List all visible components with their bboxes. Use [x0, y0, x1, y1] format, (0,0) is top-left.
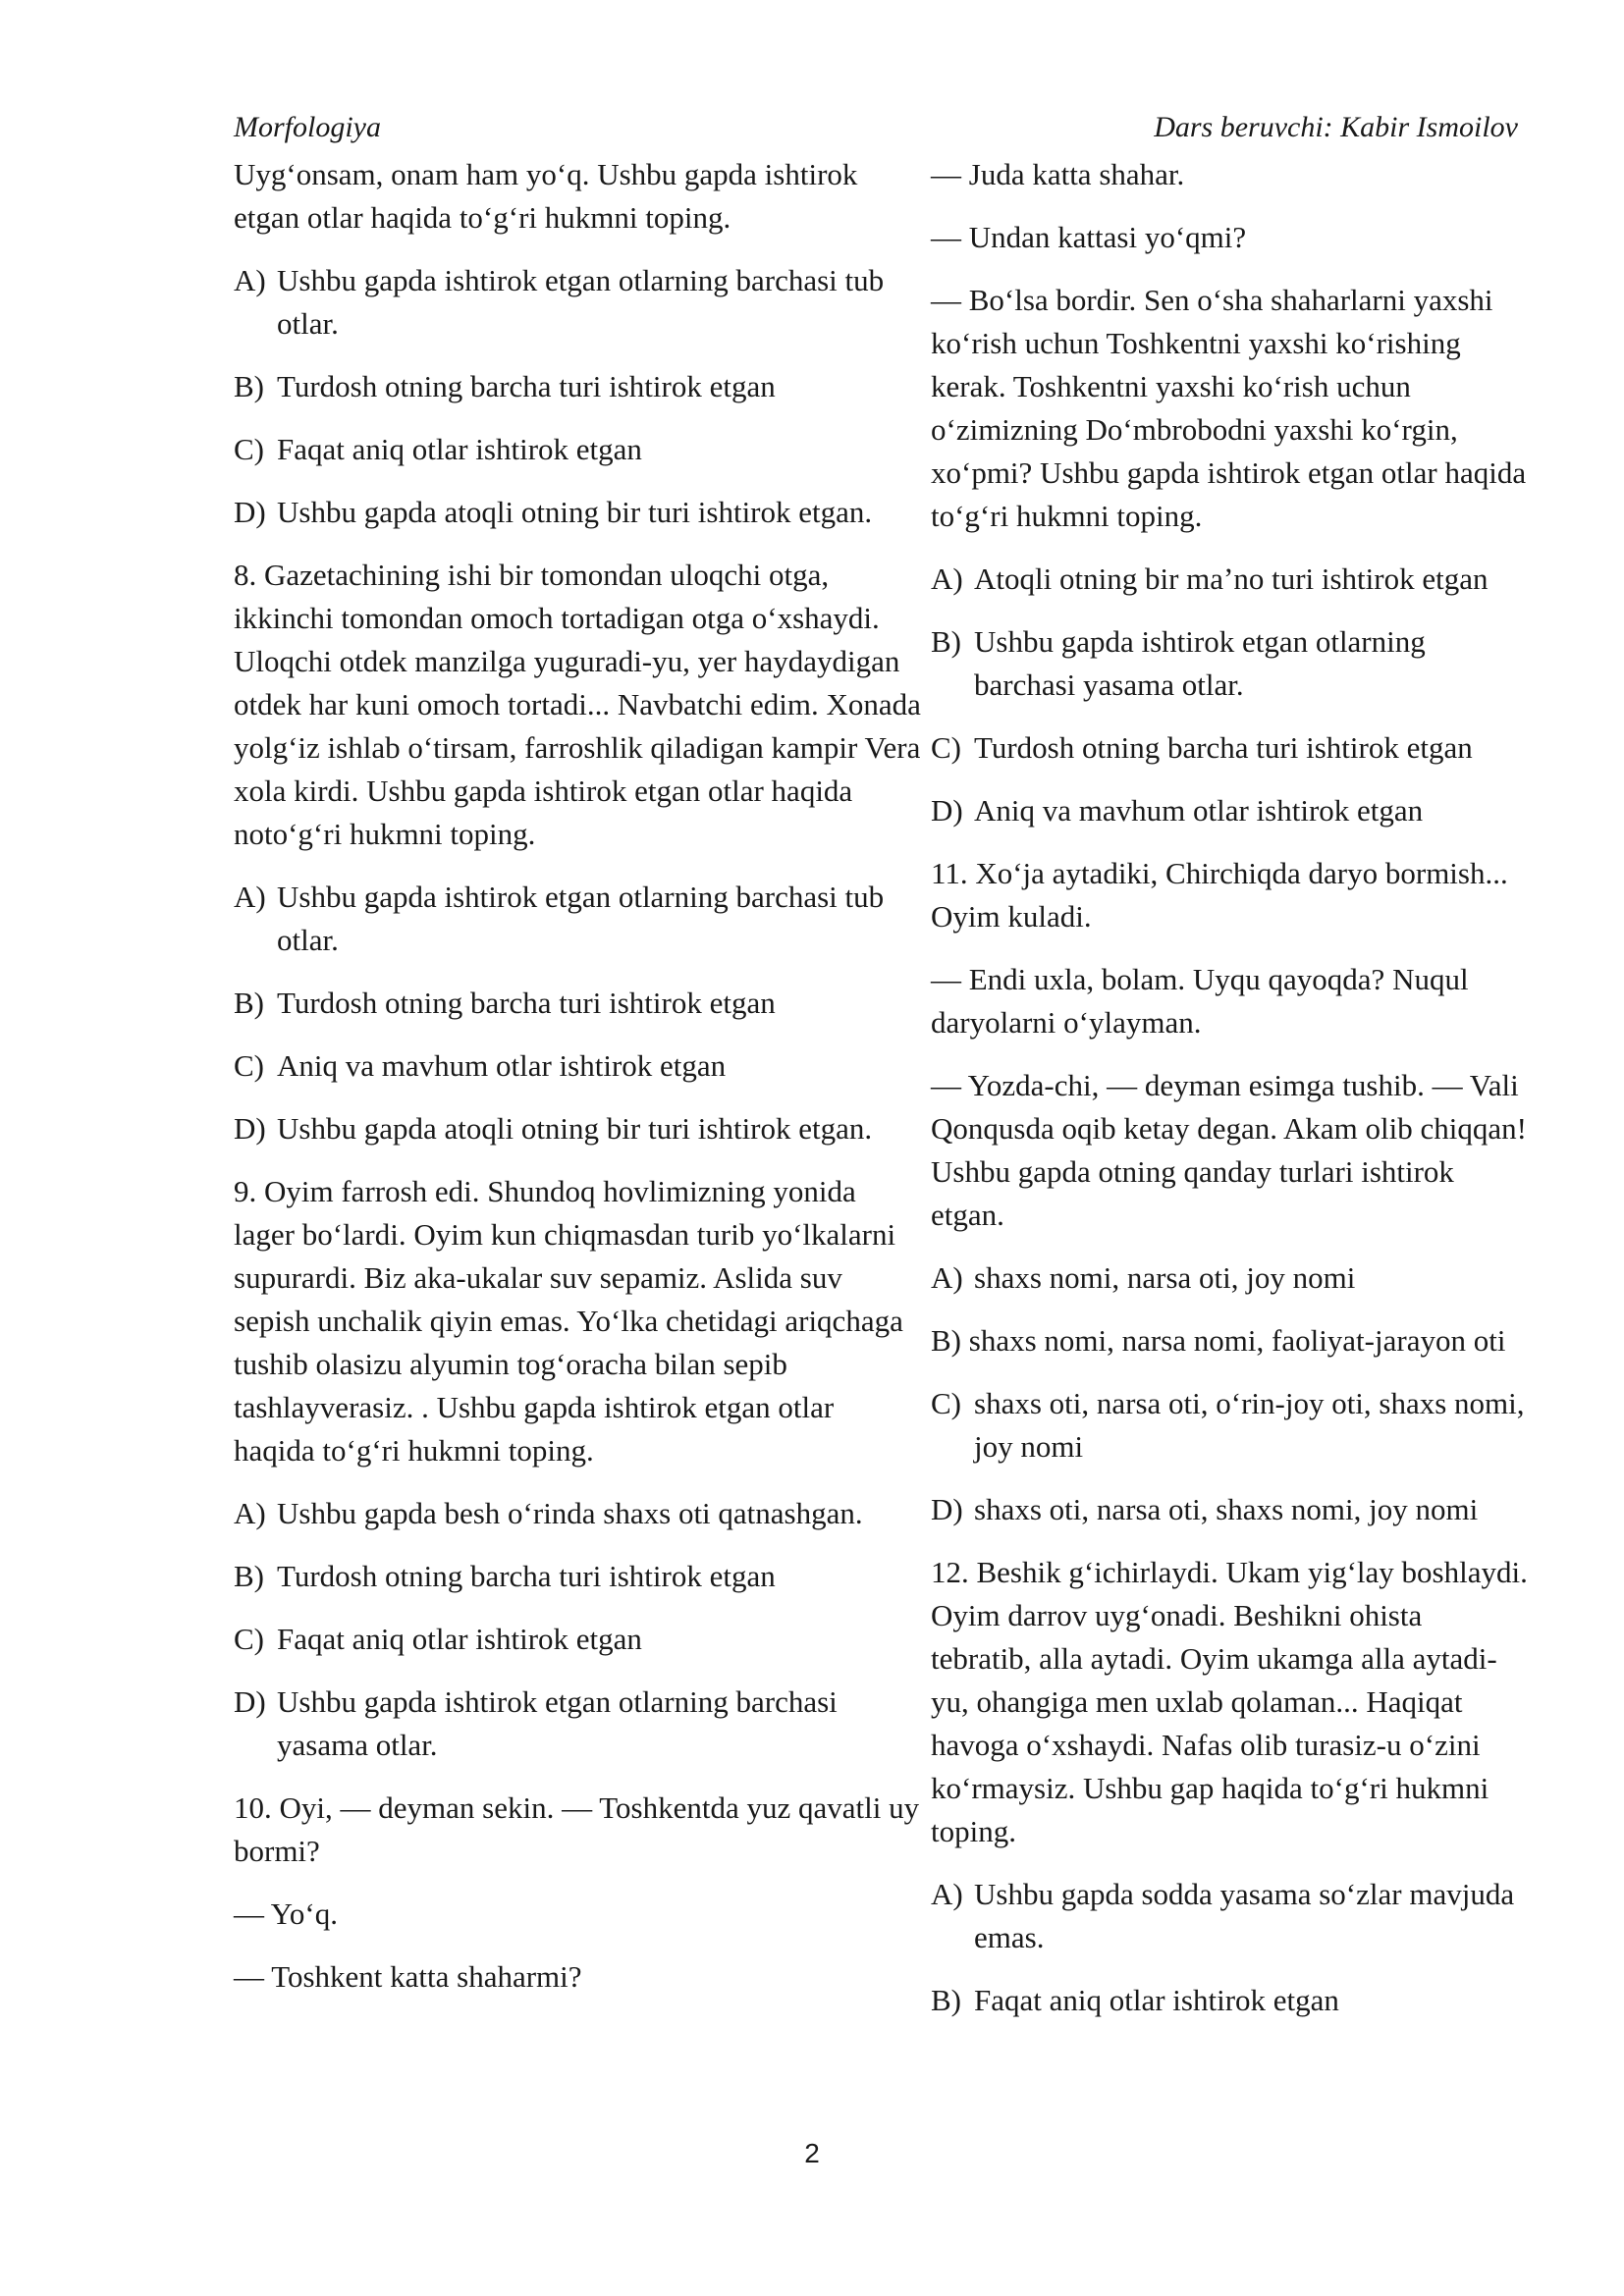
dialogue-line: — Undan kattasi yoʻqmi? [931, 220, 1247, 254]
option-text: Ushbu gapda atoqli otning bir turi ishtirok etgan. [277, 1111, 873, 1146]
question-10-option-a [931, 558, 1530, 601]
option-letter: D) [931, 793, 963, 828]
question-7-option-d [234, 491, 921, 534]
question-7-option-a [234, 259, 921, 346]
option-text: Ushbu gapda ishtirok etgan otlarning barchasi yasama otlar. [974, 624, 1426, 702]
option-letter: B) [234, 369, 264, 403]
option-text: Turdosh otning barcha turi ishtirok etgan [277, 1559, 776, 1593]
question-10-tail: — Boʻlsa bordir. Sen oʻsha shaharlarni yaxshi koʻrish uchun Toshkentni yaxshi koʻrishing kerak. Toshkentni yaxshi koʻrish uchun oʻzimizning Doʻmbrobodni yaxshi koʻrgin, xoʻpmi? Ushbu gapda ishtirok etgan otlar haqida toʻgʻri hukmni toping. [931, 283, 1527, 533]
option-text: Ushbu gapda besh oʻrinda shaxs oti qatnashgan. [277, 1496, 863, 1530]
question-7-option-b [234, 365, 921, 408]
option-letter: C) [931, 730, 961, 765]
option-text: Turdosh otning barcha turi ishtirok etgan [974, 730, 1473, 765]
question-8-options [234, 876, 921, 1150]
option-text: Aniq va mavhum otlar ishtirok etgan [277, 1048, 727, 1083]
question-11-option-b [931, 1319, 1530, 1362]
option-letter: D) [234, 1684, 266, 1719]
question-10-option-b [931, 620, 1530, 707]
question-12-option-b [931, 1979, 1530, 2022]
header-teacher: Dars beruvchi: Kabir Ismoilov [1154, 111, 1518, 143]
question-11-option-c [931, 1382, 1530, 1468]
option-text: Ushbu gapda ishtirok etgan otlarning barchasi tub otlar. [277, 880, 885, 957]
option-letter: A) [234, 1496, 266, 1530]
question-8-text: 8. Gazetachining ishi bir tomondan uloqchi otga, ikkinchi tomondan omoch tortadigan otga oʻxshaydi. Uloqchi otdek manzilga yuguradi-yu, yer haydaydigan otdek har kuni omoch tortadi... Navbatchi edim. Xonada yolgʻiz ishlab oʻtirsam, farroshlik qiladigan kampir Vera xola kirdi. Ushbu gapda ishtirok etgan otlar haqida notoʻgʻri hukmni toping. [234, 558, 921, 851]
question-9-option-d [234, 1681, 921, 1767]
option-letter: A) [931, 1260, 963, 1295]
page-header [234, 108, 1518, 147]
option-text: Ushbu gapda sodda yasama soʻzlar mavjuda emas. [974, 1877, 1515, 1954]
question-7-option-c [234, 428, 921, 471]
option-text: shaxs nomi, narsa nomi, faoliyat-jarayon oti [968, 1323, 1506, 1358]
option-text: Faqat aniq otlar ishtirok etgan [277, 432, 642, 466]
option-text: shaxs nomi, narsa oti, joy nomi [974, 1260, 1356, 1295]
option-letter: C) [931, 1386, 961, 1420]
option-letter: B) [931, 1323, 961, 1358]
question-10-option-d [931, 789, 1530, 832]
question-10-text: 10. Oyi, — deyman sekin. — Toshkentda yuz qavatli uy bormi? [234, 1790, 920, 1868]
option-text: shaxs oti, narsa oti, oʻrin-joy oti, shaxs nomi, joy nomi [974, 1386, 1525, 1464]
question-7-continued: Uygʻonsam, onam ham yoʻq. Ushbu gapda ishtirok etgan otlar haqida toʻgʻri hukmni toping. [234, 157, 858, 235]
dialogue-line: — Juda katta shahar. [931, 157, 1185, 191]
question-8-option-a [234, 876, 921, 962]
option-text: Faqat aniq otlar ishtirok etgan [277, 1622, 642, 1656]
question-12-text: 12. Beshik gʻichirlaydi. Ukam yigʻlay boshlaydi. Oyim darrov uygʻonadi. Beshikni ohista tebratib, alla aytadi. Oyim ukamga alla aytadi-yu, ohangiga men uxlab qolaman... Haqiqat havoga oʻxshaydi. Nafas olib turasiz-u oʻzini koʻrmaysiz. Ushbu gap haqida toʻgʻri hukmni toping. [931, 1555, 1528, 1848]
option-letter: C) [234, 1622, 264, 1656]
option-text: shaxs oti, narsa oti, shaxs nomi, joy nomi [974, 1492, 1479, 1526]
option-letter: B) [234, 986, 264, 1020]
question-8-option-d [234, 1107, 921, 1150]
option-text: Turdosh otning barcha turi ishtirok etgan [277, 369, 776, 403]
option-letter: A) [234, 263, 266, 297]
option-letter: A) [931, 1877, 963, 1911]
question-7-options [234, 259, 921, 534]
question-9-text: 9. Oyim farrosh edi. Shundoq hovlimizning yonida lager boʻlardi. Oyim kun chiqmasdan turib yoʻlkalarni supurardi. Biz aka-ukalar suv sepamiz. Aslida suv sepish unchalik qiyin emas. Yoʻlka chetidagi ariqchaga tushib olasizu alyumin togʻoracha bilan sepib tashlayverasiz. . Ushbu gapda ishtirok etgan otlar haqida toʻgʻri hukmni toping. [234, 1174, 903, 1468]
question-11-text: 11. Xoʻja aytadiki, Chirchiqda daryo bormish... Oyim kuladi. [931, 856, 1508, 934]
option-text: Ushbu gapda ishtirok etgan otlarning barchasi tub otlar. [277, 263, 885, 341]
dialogue-line: — Yozda-chi, — deyman esimga tushib. — Vali Qonqusda oqib ketay degan. Akam olib chiqqan! Ushbu gapda otning qanday turlari ishtirok etgan. [931, 1068, 1527, 1232]
option-text: Turdosh otning barcha turi ishtirok etgan [277, 986, 776, 1020]
dialogue-line: — Endi uxla, bolam. Uyqu qayoqda? Nuqul daryolarni oʻylayman. [931, 962, 1469, 1040]
option-text: Faqat aniq otlar ishtirok etgan [974, 1983, 1339, 2017]
question-8-option-c [234, 1044, 921, 1088]
question-12-option-a [931, 1873, 1530, 1959]
question-11-option-a [931, 1256, 1530, 1300]
question-8-option-b [234, 982, 921, 1025]
option-letter: D) [234, 1111, 266, 1146]
option-letter: C) [234, 1048, 264, 1083]
question-9-option-a [234, 1492, 921, 1535]
option-text: Atoqli otning bir maʼno turi ishtirok etgan [974, 561, 1489, 596]
option-letter: C) [234, 432, 264, 466]
left-column [234, 153, 921, 2018]
question-10-options [931, 558, 1530, 832]
option-letter: A) [234, 880, 266, 914]
option-letter: B) [931, 624, 961, 659]
header-subject: Morfologiya [234, 111, 381, 143]
question-11-option-d [931, 1488, 1530, 1531]
dialogue-line: — Yoʻq. [234, 1896, 338, 1931]
option-text: Aniq va mavhum otlar ishtirok etgan [974, 793, 1424, 828]
option-letter: D) [234, 495, 266, 529]
option-text: Ushbu gapda atoqli otning bir turi ishtirok etgan. [277, 495, 873, 529]
option-letter: B) [234, 1559, 264, 1593]
question-9-option-b [234, 1555, 921, 1598]
question-11-options [931, 1256, 1530, 1531]
option-letter: D) [931, 1492, 963, 1526]
question-9-options [234, 1492, 921, 1767]
question-12-options [931, 1873, 1530, 2022]
option-text: Ushbu gapda ishtirok etgan otlarning barchasi yasama otlar. [277, 1684, 838, 1762]
dialogue-line: — Toshkent katta shaharmi? [234, 1959, 582, 1994]
question-10-option-c [931, 726, 1530, 770]
page-number: 2 [804, 2138, 820, 2168]
option-letter: A) [931, 561, 963, 596]
right-column [931, 153, 1530, 2042]
question-9-option-c [234, 1618, 921, 1661]
option-letter: B) [931, 1983, 961, 2017]
